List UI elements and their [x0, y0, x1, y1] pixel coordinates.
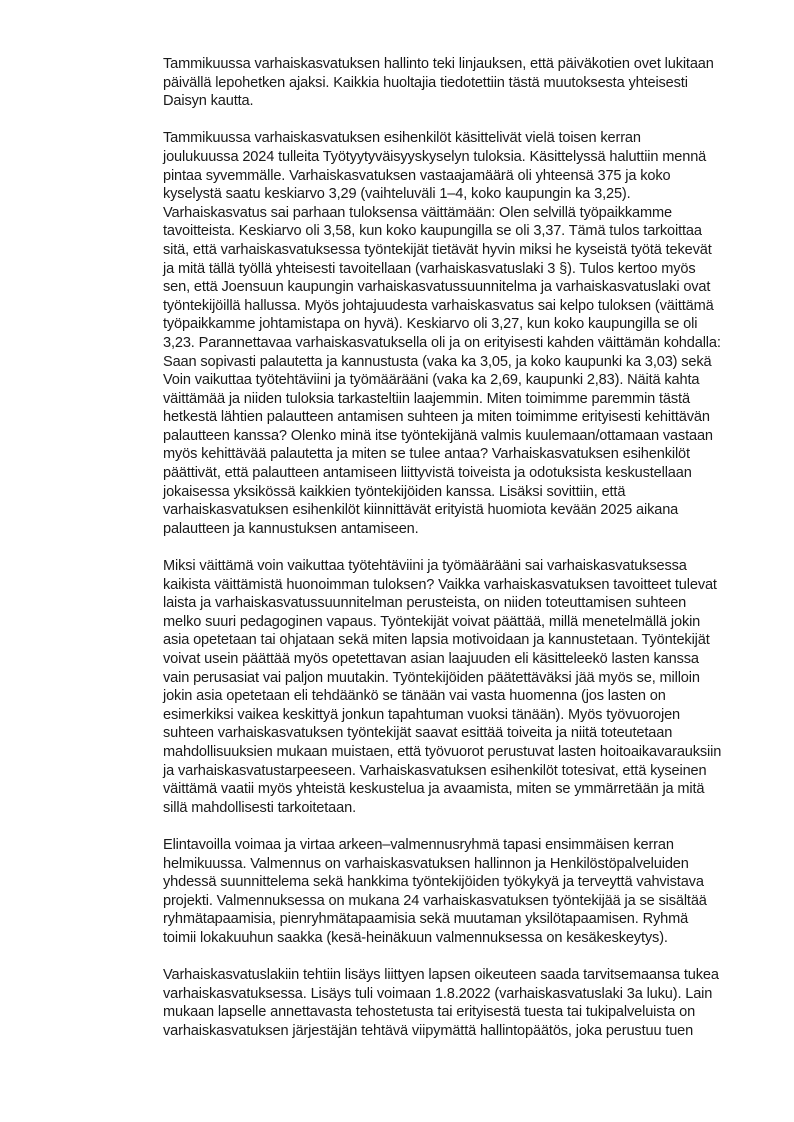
text-line: Tammikuussa varhaiskasvatuksen hallinto teki linjauksen, että päiväkotien ovet lukitaan — [163, 56, 714, 72]
text-line: Saan sopivasti palautetta ja kannustusta (vaka ka 3,05, ja koko kaupunki ka 3,03) sekä — [163, 353, 712, 370]
text-line: melko suuri pedagoginen vapaus. Työntekijät voivat päättää, millä menetelmällä jokin — [163, 613, 701, 630]
text-line: laista ja varhaiskasvatussuunnitelman perusteista, on niiden toteuttamisen suhteen — [163, 595, 687, 612]
text-line: palautteen kanssa? Olenko minä itse työntekijänä valmis kuulemaan/ottamaan vastaan — [163, 427, 713, 444]
text-line: voivat usein päättää myös opetettavan asian laajuuden eli käsitteleekö lasten kanssa — [163, 651, 699, 667]
text-line: Voin vaikuttaa työtehtäviini ja työmäärääni (vaka ka 2,69, kaupunki 2,83). Näitä kahta — [163, 372, 700, 389]
document-page — [163, 55, 743, 1059]
text-line: Elintavoilla voimaa ja virtaa arkeen–valmennusryhmä tapasi ensimmäisen kerran — [163, 836, 674, 853]
text-line: päättivät, että palautteen antamiseen liittyvistä toiveista ja odotuksista keskustellaan — [163, 465, 692, 482]
text-line: toimii lokakuuhun saakka (kesä-heinäkuun valmennuksessa on kesäkeskeytys). — [163, 929, 668, 946]
text-line: sitä, että varhaiskasvatuksessa työntekijät tietävät hyvin miksi he kyseistä työtä tekevät — [163, 241, 712, 258]
text-line: helmikuussa. Valmennus on varhaiskasvatuksen hallinnon ja Henkilöstöpalveluiden — [163, 855, 689, 872]
text-line: pintaa syvemmälle. Varhaiskasvatuksen vastaajamäärä oli yhteensä 375 ja koko — [163, 167, 671, 184]
paragraph-coaching-group — [163, 836, 743, 948]
text-line: varhaiskasvatuksessa. Lisäys tuli voimaan 1.8.2022 (varhaiskasvatuslaki 3a luku). Lain — [163, 985, 713, 1002]
text-line: sillä mahdollisesti tarkoitetaan. — [163, 799, 356, 816]
text-line: palautteen ja kannustuksen antamiseen. — [163, 520, 419, 537]
text-line: asia opetetaan tai ohjataan sekä miten lapsia motivoidaan ja kannustetaan. Työntekijät — [163, 632, 710, 649]
text-line: päivällä lepohetken ajaksi. Kaikkia huoltajia tiedotettiin tästä muutoksesta yhteisesti — [163, 74, 688, 91]
text-line: myös kehittävää palautetta ja miten se tulee antaa? Varhaiskasvatuksen esihenkilöt — [163, 446, 690, 463]
text-line: väittämä vaatii myös yhteistä keskustelua ja avaamista, miten se ymmärretään ja mitä — [163, 781, 705, 798]
text-line: varhaiskasvatuksen järjestäjän tehtävä viipymättä hallintopäätös, joka perustuu tuen — [163, 1022, 694, 1039]
text-line: Varhaiskasvatus sai parhaan tuloksensa väittämään: Olen selvillä työpaikkamme — [163, 204, 672, 221]
text-line: varhaiskasvatuksen esihenkilöt kiinnittävät erityistä huomiota kevään 2025 aikana — [163, 502, 679, 519]
paragraph-door-locking — [163, 55, 743, 111]
text-line: projekti. Valmennuksessa on mukana 24 varhaiskasvatuksen työntekijää ja se sisältää — [163, 892, 707, 909]
paragraph-influence-statement — [163, 557, 743, 817]
text-line: Daisyn kautta. — [163, 93, 254, 110]
text-line: suhteen varhaiskasvatuksen työntekijät saavat esittää toiveita ja niitä toteutetaan — [163, 725, 673, 742]
text-line: ja varhaiskasvatustarpeeseen. Varhaiskasvatuksen esihenkilöt totesivat, että kyseinen — [163, 762, 707, 779]
text-line: hetkestä lähtien palautteen antamisen suhteen ja miten toimimme erityisesti kehittävän — [163, 409, 710, 426]
text-line: sen, että Joensuun kaupungin varhaiskasvatussuunnitelma ja varhaiskasvatuslaki ovat — [163, 279, 711, 296]
text-line: Varhaiskasvatuslakiin tehtiin lisäys liittyen lapsen oikeuteen saada tarvitsemaansa tukea — [163, 967, 719, 984]
text-line: jokin asia opetetaan eli tehdäänkö se tänään vai vasta huomenna (jos lasten on — [163, 688, 666, 705]
text-line: joulukuussa 2024 tulleita Työtyytyväisyyskyselyn tuloksia. Käsittelyssä haluttiin mennä — [163, 148, 707, 165]
text-line: ryhmätapaamisia, pienryhmätapaamisia sekä muutaman yksilötapaamisen. Ryhmä — [163, 911, 689, 928]
text-line: mahdollisuuksien mukaan muistaen, että työvuorot perustuvat lasten hoitoaikavarauksiin — [163, 743, 722, 760]
text-line: työpaikkamme johtamistapa on hyvä). Keskiarvo oli 3,27, kun koko kaupungilla se oli — [163, 316, 698, 333]
text-line: Tammikuussa varhaiskasvatuksen esihenkilöt käsittelivät vielä toisen kerran — [163, 130, 641, 147]
paragraph-law-amendment — [163, 966, 743, 1040]
text-line: 3,23. Parannettavaa varhaiskasvatuksella oli ja on erityisesti kahden väittämän kohdalla: — [163, 334, 721, 351]
text-line: vain perusasiat vai paljon muutakin. Työntekijöiden päätettäväksi jää myös se, milloin — [163, 669, 700, 686]
text-line: työntekijöillä hallussa. Myös johtajuudesta varhaiskasvatus sai kelpo tuloksen (väittämä — [163, 297, 714, 314]
text-line: mukaan lapselle annettavasta tehostetusta tai erityisestä tuesta tai tukipalveluista on — [163, 1004, 696, 1021]
text-line: ja mitä tällä työllä yhteisesti tavoitellaan (varhaiskasvatuslaki 3 §). Tulos kertoo myös — [163, 260, 696, 277]
text-line: väittämää ja niiden tuloksia tarkasteltiin laajemmin. Miten toimimme paremmin tästä — [163, 390, 690, 407]
paragraph-survey-results — [163, 129, 743, 538]
text-line: esimerkiksi vaikea keskittyä jonkun tapahtuman vuoksi tänään). Myös työvuorojen — [163, 706, 681, 723]
text-line: kyselystä saatu keskiarvo 3,29 (vaihteluväli 1–4, koko kaupungin ka 3,25). — [163, 186, 631, 203]
text-line: jokaisessa yksikössä kaikkien työntekijöiden kanssa. Lisäksi sovittiin, että — [163, 483, 626, 500]
text-line: tavoitteista. Keskiarvo oli 3,58, kun koko kaupungilla se oli 3,37. Tämä tulos tarkoittaa — [163, 223, 702, 240]
text-line: kaikista väittämistä huonoimman tuloksen? Vaikka varhaiskasvatuksen tavoitteet tulevat — [163, 576, 717, 593]
text-line: Miksi väittämä voin vaikuttaa työtehtäviini ja työmäärääni sai varhaiskasvatuksessa — [163, 558, 687, 575]
text-line: yhdessä suunnittelema sekä hankkima työntekijöiden työkykyä ja terveyttä vahvistava — [163, 874, 704, 891]
